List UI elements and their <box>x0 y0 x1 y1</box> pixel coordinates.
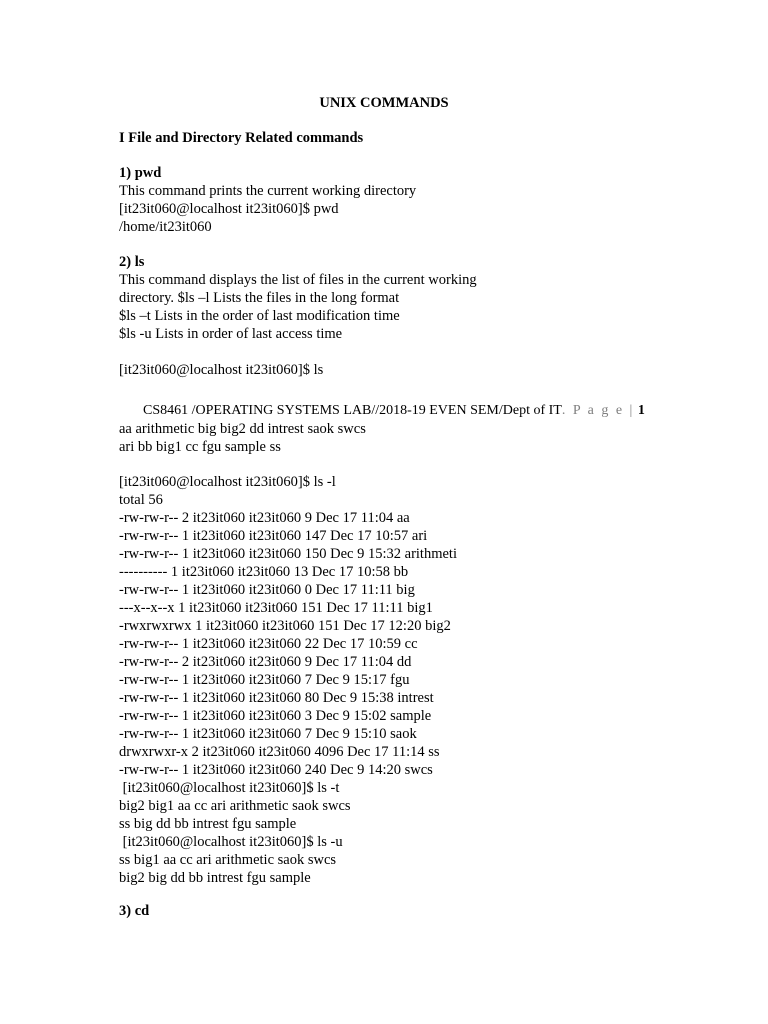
ls-l-line: -rw-rw-r-- 1 it23it060 it23it060 22 Dec 17 10:59 cc <box>119 636 418 652</box>
ls-u-line: big2 big dd bb intrest fgu sample <box>119 870 311 886</box>
ls-l-line: ---------- 1 it23it060 it23it060 13 Dec 17 10:58 bb <box>119 564 409 580</box>
footer-text: CS8461 /OPERATING SYSTEMS LAB//2018-19 EVEN SEM/Dept of IT <box>143 403 562 418</box>
ls-l-prompt: [it23it060@localhost it23it060]$ ls -l <box>119 474 336 490</box>
section-heading: I File and Directory Related commands <box>119 130 364 146</box>
ls-u-line: ss big1 aa cc ari arithmetic saok swcs <box>119 852 337 868</box>
ls-t-prompt: [it23it060@localhost it23it060]$ ls -t <box>119 780 340 796</box>
ls-l-line: -rw-rw-r-- 1 it23it060 it23it060 147 Dec 17 10:57 ari <box>119 528 428 544</box>
ls-l-line: total 56 <box>119 492 163 508</box>
document-title: UNIX COMMANDS <box>319 95 449 111</box>
ls-l-line: drwxrwxr-x 2 it23it060 it23it060 4096 Dec 17 11:14 ss <box>119 744 440 760</box>
ls-description-line: $ls –t Lists in the order of last modification time <box>119 308 400 324</box>
ls-description-line: This command displays the list of files in the current working <box>119 272 477 288</box>
ls-output <box>119 420 739 456</box>
ls-description-line: $ls -u Lists in order of last access time <box>119 326 343 342</box>
ls-prompt: [it23it060@localhost it23it060]$ ls <box>119 362 324 378</box>
ls-output-line: aa arithmetic big big2 dd intrest saok swcs <box>119 421 366 437</box>
ls-l-line: -rw-rw-r-- 2 it23it060 it23it060 9 Dec 17 11:04 aa <box>119 510 410 526</box>
ls-l-line: -rw-rw-r-- 1 it23it060 it23it060 240 Dec 9 14:20 swcs <box>119 762 433 778</box>
pwd-section <box>119 164 739 236</box>
cd-heading: 3) cd <box>119 903 150 919</box>
ls-l-line: -rw-rw-r-- 1 it23it060 it23it060 0 Dec 17 11:11 big <box>119 582 415 598</box>
pwd-description: This command prints the current working directory <box>119 183 417 199</box>
pwd-prompt: [it23it060@localhost it23it060]$ pwd <box>119 201 339 217</box>
ls-l-line: ---x--x--x 1 it23it060 it23it060 151 Dec 17 11:11 big1 <box>119 600 433 616</box>
ls-l-line: -rw-rw-r-- 1 it23it060 it23it060 7 Dec 9 15:17 fgu <box>119 672 410 688</box>
ls-l-block <box>119 473 739 887</box>
ls-section <box>119 253 739 343</box>
ls-l-line: -rw-rw-r-- 1 it23it060 it23it060 80 Dec 9 15:38 intrest <box>119 690 434 706</box>
page-footer <box>143 402 645 420</box>
ls-l-line: -rw-rw-r-- 1 it23it060 it23it060 150 Dec 9 15:32 arithmeti <box>119 546 457 562</box>
ls-description-line: directory. $ls –l Lists the files in the long format <box>119 290 400 306</box>
ls-t-line: ss big dd bb intrest fgu sample <box>119 816 297 832</box>
ls-l-line: -rwxrwxrwx 1 it23it060 it23it060 151 Dec 17 12:20 big2 <box>119 618 451 634</box>
pwd-heading: 1) pwd <box>119 165 162 181</box>
page-label: . P a g e | <box>561 403 635 418</box>
ls-l-line: -rw-rw-r-- 1 it23it060 it23it060 3 Dec 9 15:02 sample <box>119 708 432 724</box>
ls-heading: 2) ls <box>119 254 145 270</box>
ls-l-line: -rw-rw-r-- 1 it23it060 it23it060 7 Dec 9 15:10 saok <box>119 726 417 742</box>
ls-u-prompt: [it23it060@localhost it23it060]$ ls -u <box>119 834 343 850</box>
page-number: 1 <box>637 403 645 418</box>
ls-l-line: -rw-rw-r-- 2 it23it060 it23it060 9 Dec 17 11:04 dd <box>119 654 412 670</box>
ls-t-line: big2 big1 aa cc ari arithmetic saok swcs <box>119 798 351 814</box>
pwd-output: /home/it23it060 <box>119 219 212 235</box>
ls-output-line: ari bb big1 cc fgu sample ss <box>119 439 281 455</box>
